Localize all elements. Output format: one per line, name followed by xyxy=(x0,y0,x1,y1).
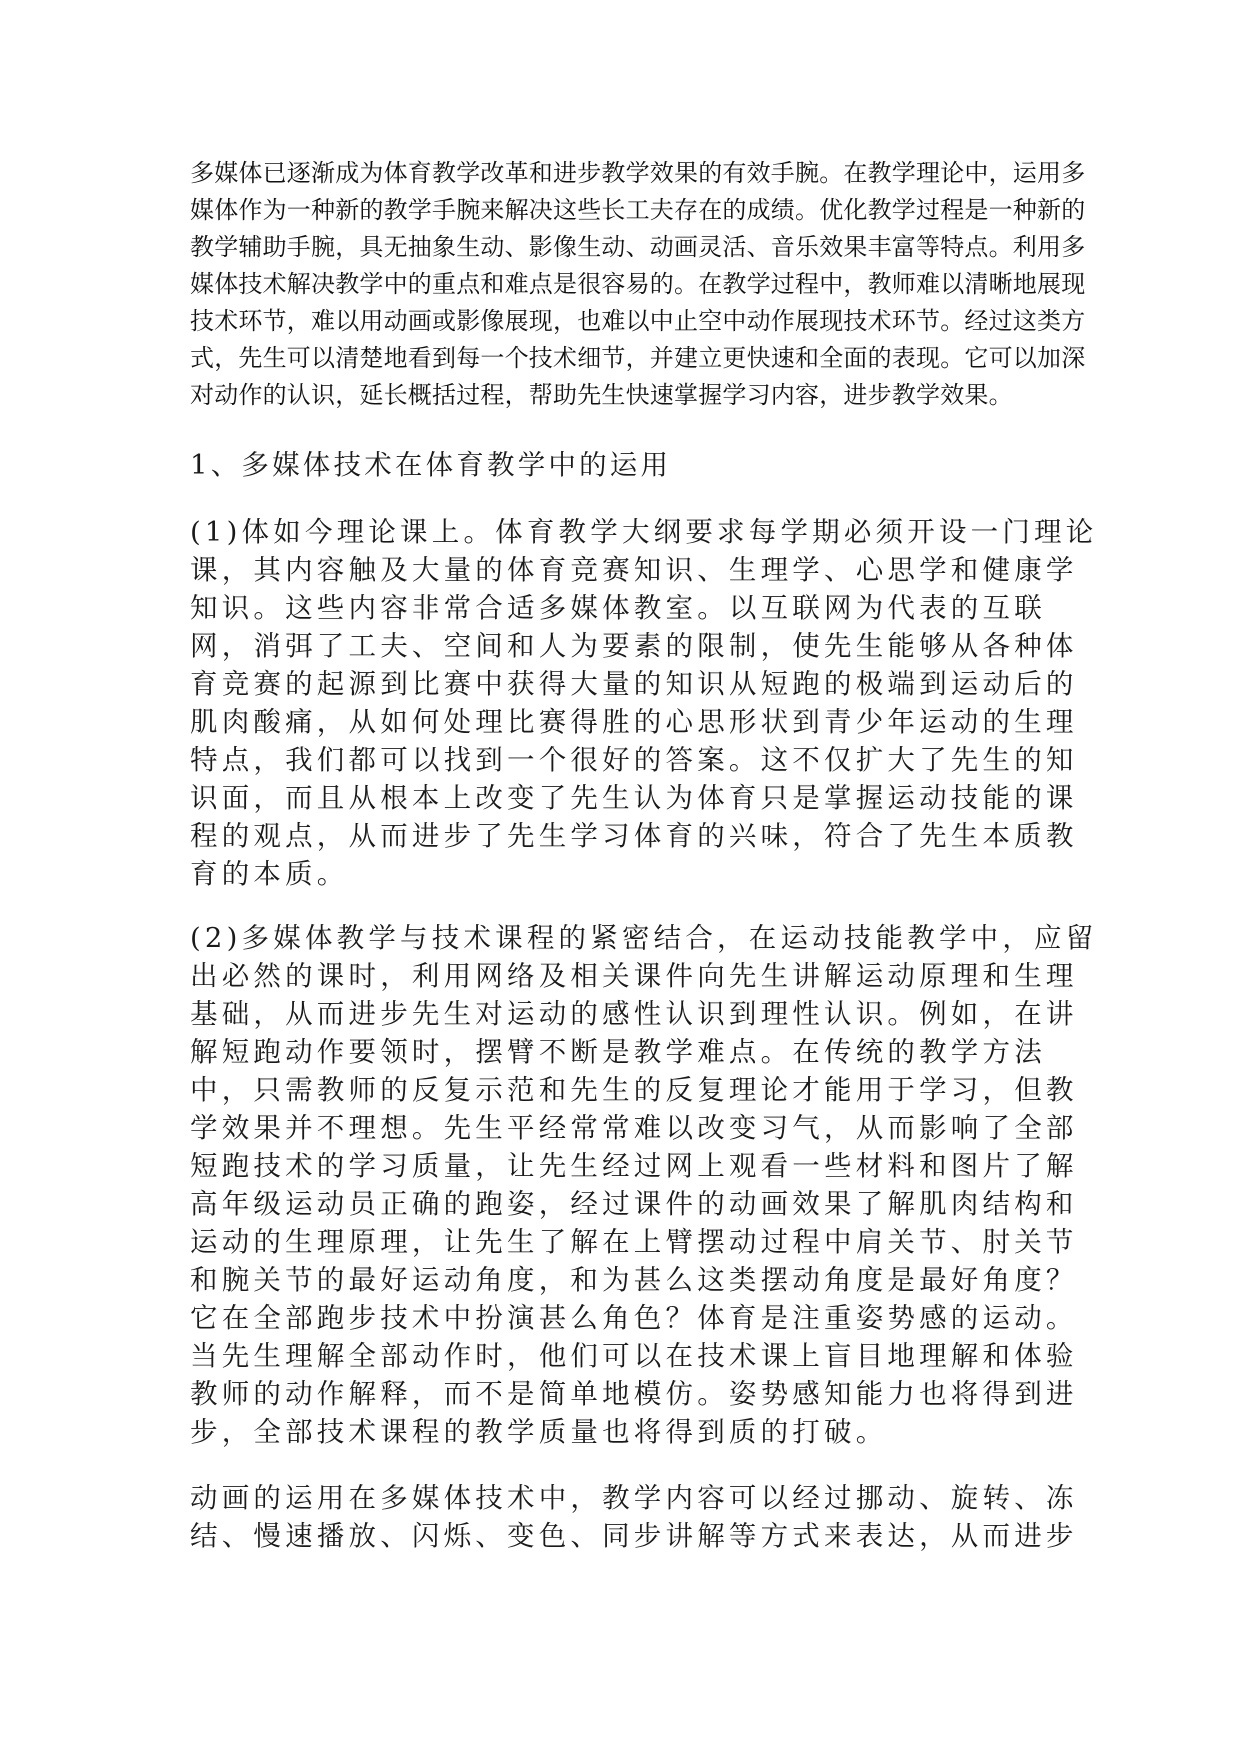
text-line: 和腕关节的最好运动角度，和为甚么这类摆动角度是最好角度？ xyxy=(190,1264,1078,1296)
text-line: 运动的生理原理，让先生了解在上臂摆动过程中肩关节、肘关节 xyxy=(190,1226,1078,1258)
text-line: 高年级运动员正确的跑姿，经过课件的动画效果了解肌肉结构和 xyxy=(190,1188,1078,1220)
text-line: (2)多媒体教学与技术课程的紧密结合，在运动技能教学中，应留 xyxy=(190,922,1098,954)
text-line: 技术环节，难以用动画或影像展现，也难以中止空中动作展现技术环节。经过这类方 xyxy=(190,307,1086,335)
text-line: 课，其内容触及大量的体育竞赛知识、生理学、心思学和健康学 xyxy=(190,554,1078,586)
text-line: 多媒体已逐渐成为体育教学改革和进步教学效果的有效手腕。在教学理论中，运用多 xyxy=(190,159,1086,187)
text-line: 育的本质。 xyxy=(190,858,349,890)
text-line: 媒体作为一种新的教学手腕来解决这些长工夫存在的成绩。优化教学过程是一种新的 xyxy=(190,196,1086,224)
text-line: 短跑技术的学习质量，让先生经过网上观看一些材料和图片了解 xyxy=(190,1150,1078,1182)
text-line: 步，全部技术课程的教学质量也将得到质的打破。 xyxy=(190,1416,888,1448)
text-line: 动画的运用在多媒体技术中，教学内容可以经过挪动、旋转、冻 xyxy=(190,1482,1078,1514)
text-line: (1)体如今理论课上。体育教学大纲要求每学期必须开设一门理论 xyxy=(190,516,1098,548)
text-line: 肌肉酸痛，从如何处理比赛得胜的心思形状到青少年运动的生理 xyxy=(190,706,1078,738)
text-line: 识面，而且从根本上改变了先生认为体育只是掌握运动技能的课 xyxy=(190,782,1078,814)
text-line: 教学辅助手腕，具无抽象生动、影像生动、动画灵活、音乐效果丰富等特点。利用多 xyxy=(190,233,1086,261)
section-heading: 1、多媒体技术在体育教学中的运用 xyxy=(190,449,672,481)
text-line: 学效果并不理想。先生平经常常难以改变习气，从而影响了全部 xyxy=(190,1112,1078,1144)
text-line: 知识。这些内容非常合适多媒体教室。以互联网为代表的互联 xyxy=(190,592,1046,624)
text-line: 媒体技术解决教学中的重点和难点是很容易的。在教学过程中，教师难以清晰地展现 xyxy=(190,270,1086,298)
text-line: 育竞赛的起源到比赛中获得大量的知识从短跑的极端到运动后的 xyxy=(190,668,1078,700)
text-line: 当先生理解全部动作时，他们可以在技术课上盲目地理解和体验 xyxy=(190,1340,1078,1372)
text-line: 特点，我们都可以找到一个很好的答案。这不仅扩大了先生的知 xyxy=(190,744,1078,776)
text-line: 教师的动作解释，而不是简单地模仿。姿势感知能力也将得到进 xyxy=(190,1378,1078,1410)
text-line: 式，先生可以清楚地看到每一个技术细节，并建立更快速和全面的表现。它可以加深 xyxy=(190,344,1086,372)
text-line: 基础，从而进步先生对运动的感性认识到理性认识。例如，在讲 xyxy=(190,998,1078,1030)
text-line: 对动作的认识，延长概括过程，帮助先生快速掌握学习内容，进步教学效果。 xyxy=(190,381,1013,409)
text-line: 出必然的课时，利用网络及相关课件向先生讲解运动原理和生理 xyxy=(190,960,1078,992)
text-line: 它在全部跑步技术中扮演甚么角色？体育是注重姿势感的运动。 xyxy=(190,1302,1078,1334)
text-line: 程的观点，从而进步了先生学习体育的兴味，符合了先生本质教 xyxy=(190,820,1078,852)
text-line: 中，只需教师的反复示范和先生的反复理论才能用于学习，但教 xyxy=(190,1074,1078,1106)
text-line: 网，消弭了工夫、空间和人为要素的限制，使先生能够从各种体 xyxy=(190,630,1078,662)
text-line: 结、慢速播放、闪烁、变色、同步讲解等方式来表达，从而进步 xyxy=(190,1520,1078,1552)
text-line: 解短跑动作要领时，摆臂不断是教学难点。在传统的教学方法 xyxy=(190,1036,1046,1068)
